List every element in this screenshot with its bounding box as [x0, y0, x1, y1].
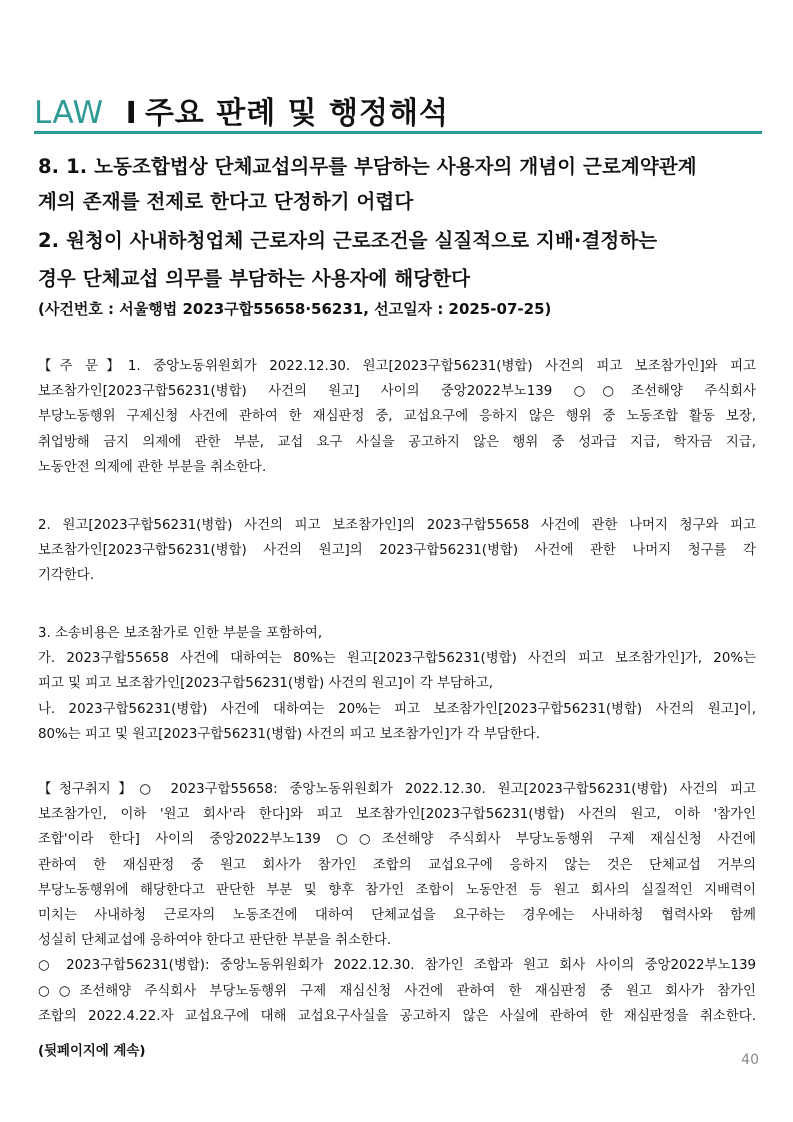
claims-paragraph — [38, 777, 756, 1029]
brand-label: LAW — [34, 95, 104, 131]
text-line: 나. 2023구합56231(병합) 사건에 대하여는 20%는 피고 보조참가인[2023구합56231(병합) 사건의 원고]이, — [38, 701, 756, 717]
text-line: 【청구취지】○ 2023구합55658: 중앙노동위원회가 2022.12.30. 원고[2023구합56231(병합) 사건의 피고 — [38, 782, 756, 797]
text-line: 피고 및 피고 보조참가인[2023구합56231(병합) 사건의 원고]이 각 부담하고, — [38, 676, 494, 692]
text-line: 성실히 단체교섭에 응하여야 한다고 판단한 부분을 취소한다. — [38, 933, 392, 949]
order-paragraph-2 — [38, 513, 756, 589]
text-line: 노동안전 의제에 관한 부분을 취소한다. — [38, 459, 267, 475]
text-line: 조합'이라 한다] 사이의 중앙2022부노139 ○○조선해양 주식회사 부당노동행위 구제 재심신청 사건에 — [38, 832, 756, 848]
page-header — [34, 88, 449, 132]
text-line: 보조참가인[2023구합56231(병합) 사건의 원고]의 2023구합56231(병합) 사건에 관한 나머지 청구를 각 — [38, 543, 756, 559]
continued-note: (뒷페이지에 계속) — [38, 1044, 146, 1059]
text-line: 80%는 피고 및 원고[2023구합56231(병합) 사건의 피고 보조참가인]가 각 부담한다. — [38, 726, 540, 742]
text-line: 기각한다. — [38, 568, 94, 584]
header-divider: I — [125, 96, 137, 131]
text-line: 관하여 한 재심판정 중 원고 회사가 참가인 조합의 교섭요구에 응하지 않는 것은 단체교섭 거부의 — [38, 857, 756, 873]
text-line: ○○조선해양 주식회사 부당노동행위 구제 재심신청 사건에 관하여 한 재심판정 중 원고 회사가 참가인 — [38, 983, 756, 999]
page-number: 40 — [741, 1052, 759, 1068]
text-line: 보조참가인, 이하 '원고 회사'라 한다]와 피고 보조참가인[2023구합56231(병합) 사건의 원고, 이하 '참가인 — [38, 807, 756, 823]
case-title-line-1: 8. 1. 노동조합법상 단체교섭의무를 부담하는 사용자의 개념이 근로계약관계 — [38, 155, 697, 178]
section-title: 주요 판례 및 행정해석 — [144, 96, 449, 131]
text-line: 조합의 2022.4.22.자 교섭요구에 대해 교섭요구사실을 공고하지 않은 사실에 관하여 한 재심판정을 취소한다. — [38, 1008, 756, 1024]
case-title-line-2: 계의 존재를 전제로 한다고 단정하기 어렵다 — [38, 190, 414, 213]
order-paragraph-3 — [38, 621, 756, 747]
case-title-line-3: 2. 원청이 사내하청업체 근로자의 근로조건을 실질적으로 지배·결정하는 — [38, 229, 658, 252]
text-line: 부당노동행위에 해당한다고 판단한 부분 및 향후 참가인 조합이 노동안전 등 원고 회사의 실질적인 지배력이 — [38, 882, 756, 898]
order-paragraph-1 — [38, 354, 756, 480]
text-line: 부당노동행위 구제신청 사건에 관하여 한 재심판정 중, 교섭요구에 응하지 않은 행위 중 노동조합 활동 보장, — [38, 409, 756, 425]
case-title-line-4: 경우 단체교섭 의무를 부담하는 사용자에 해당한다 — [38, 267, 471, 290]
text-line: 미치는 사내하청 근로자의 노동조건에 대하여 단체교섭을 요구하는 경우에는 사내하청 협력사와 함께 — [38, 907, 756, 923]
text-line: 2. 원고[2023구합56231(병합) 사건의 피고 보조참가인]의 2023구합55658 사건에 관한 나머지 청구와 피고 — [38, 518, 756, 533]
text-line: 취업방해 금지 의제에 관한 부분, 교섭 요구 사실을 공고하지 않은 행위 중 성과급 지급, 학자금 지급, — [38, 434, 756, 450]
text-line: 가. 2023구합55658 사건에 대하여는 80%는 원고[2023구합56231(병합) 사건의 피고 보조참가인]가, 20%는 — [38, 651, 756, 667]
header-rule — [34, 131, 762, 134]
text-line: 【주 문】1. 중앙노동위원회가 2022.12.30. 원고[2023구합56231(병합) 사건의 피고 보조참가인]와 피고 — [38, 359, 756, 374]
text-line: 3. 소송비용은 보조참가로 인한 부분을 포함하여, — [38, 626, 323, 641]
text-line: ○ 2023구합56231(병합): 중앙노동위원회가 2022.12.30. 참가인 조합과 원고 회사 사이의 중앙2022부노139 — [38, 958, 756, 974]
case-number-line: (사건번호 : 서울행법 2023구합55658·56231, 선고일자 : 2025-07-25) — [38, 300, 552, 318]
text-line: 보조참가인[2023구합56231(병합) 사건의 원고] 사이의 중앙2022부노139 ○○조선해양 주식회사 — [38, 384, 756, 400]
